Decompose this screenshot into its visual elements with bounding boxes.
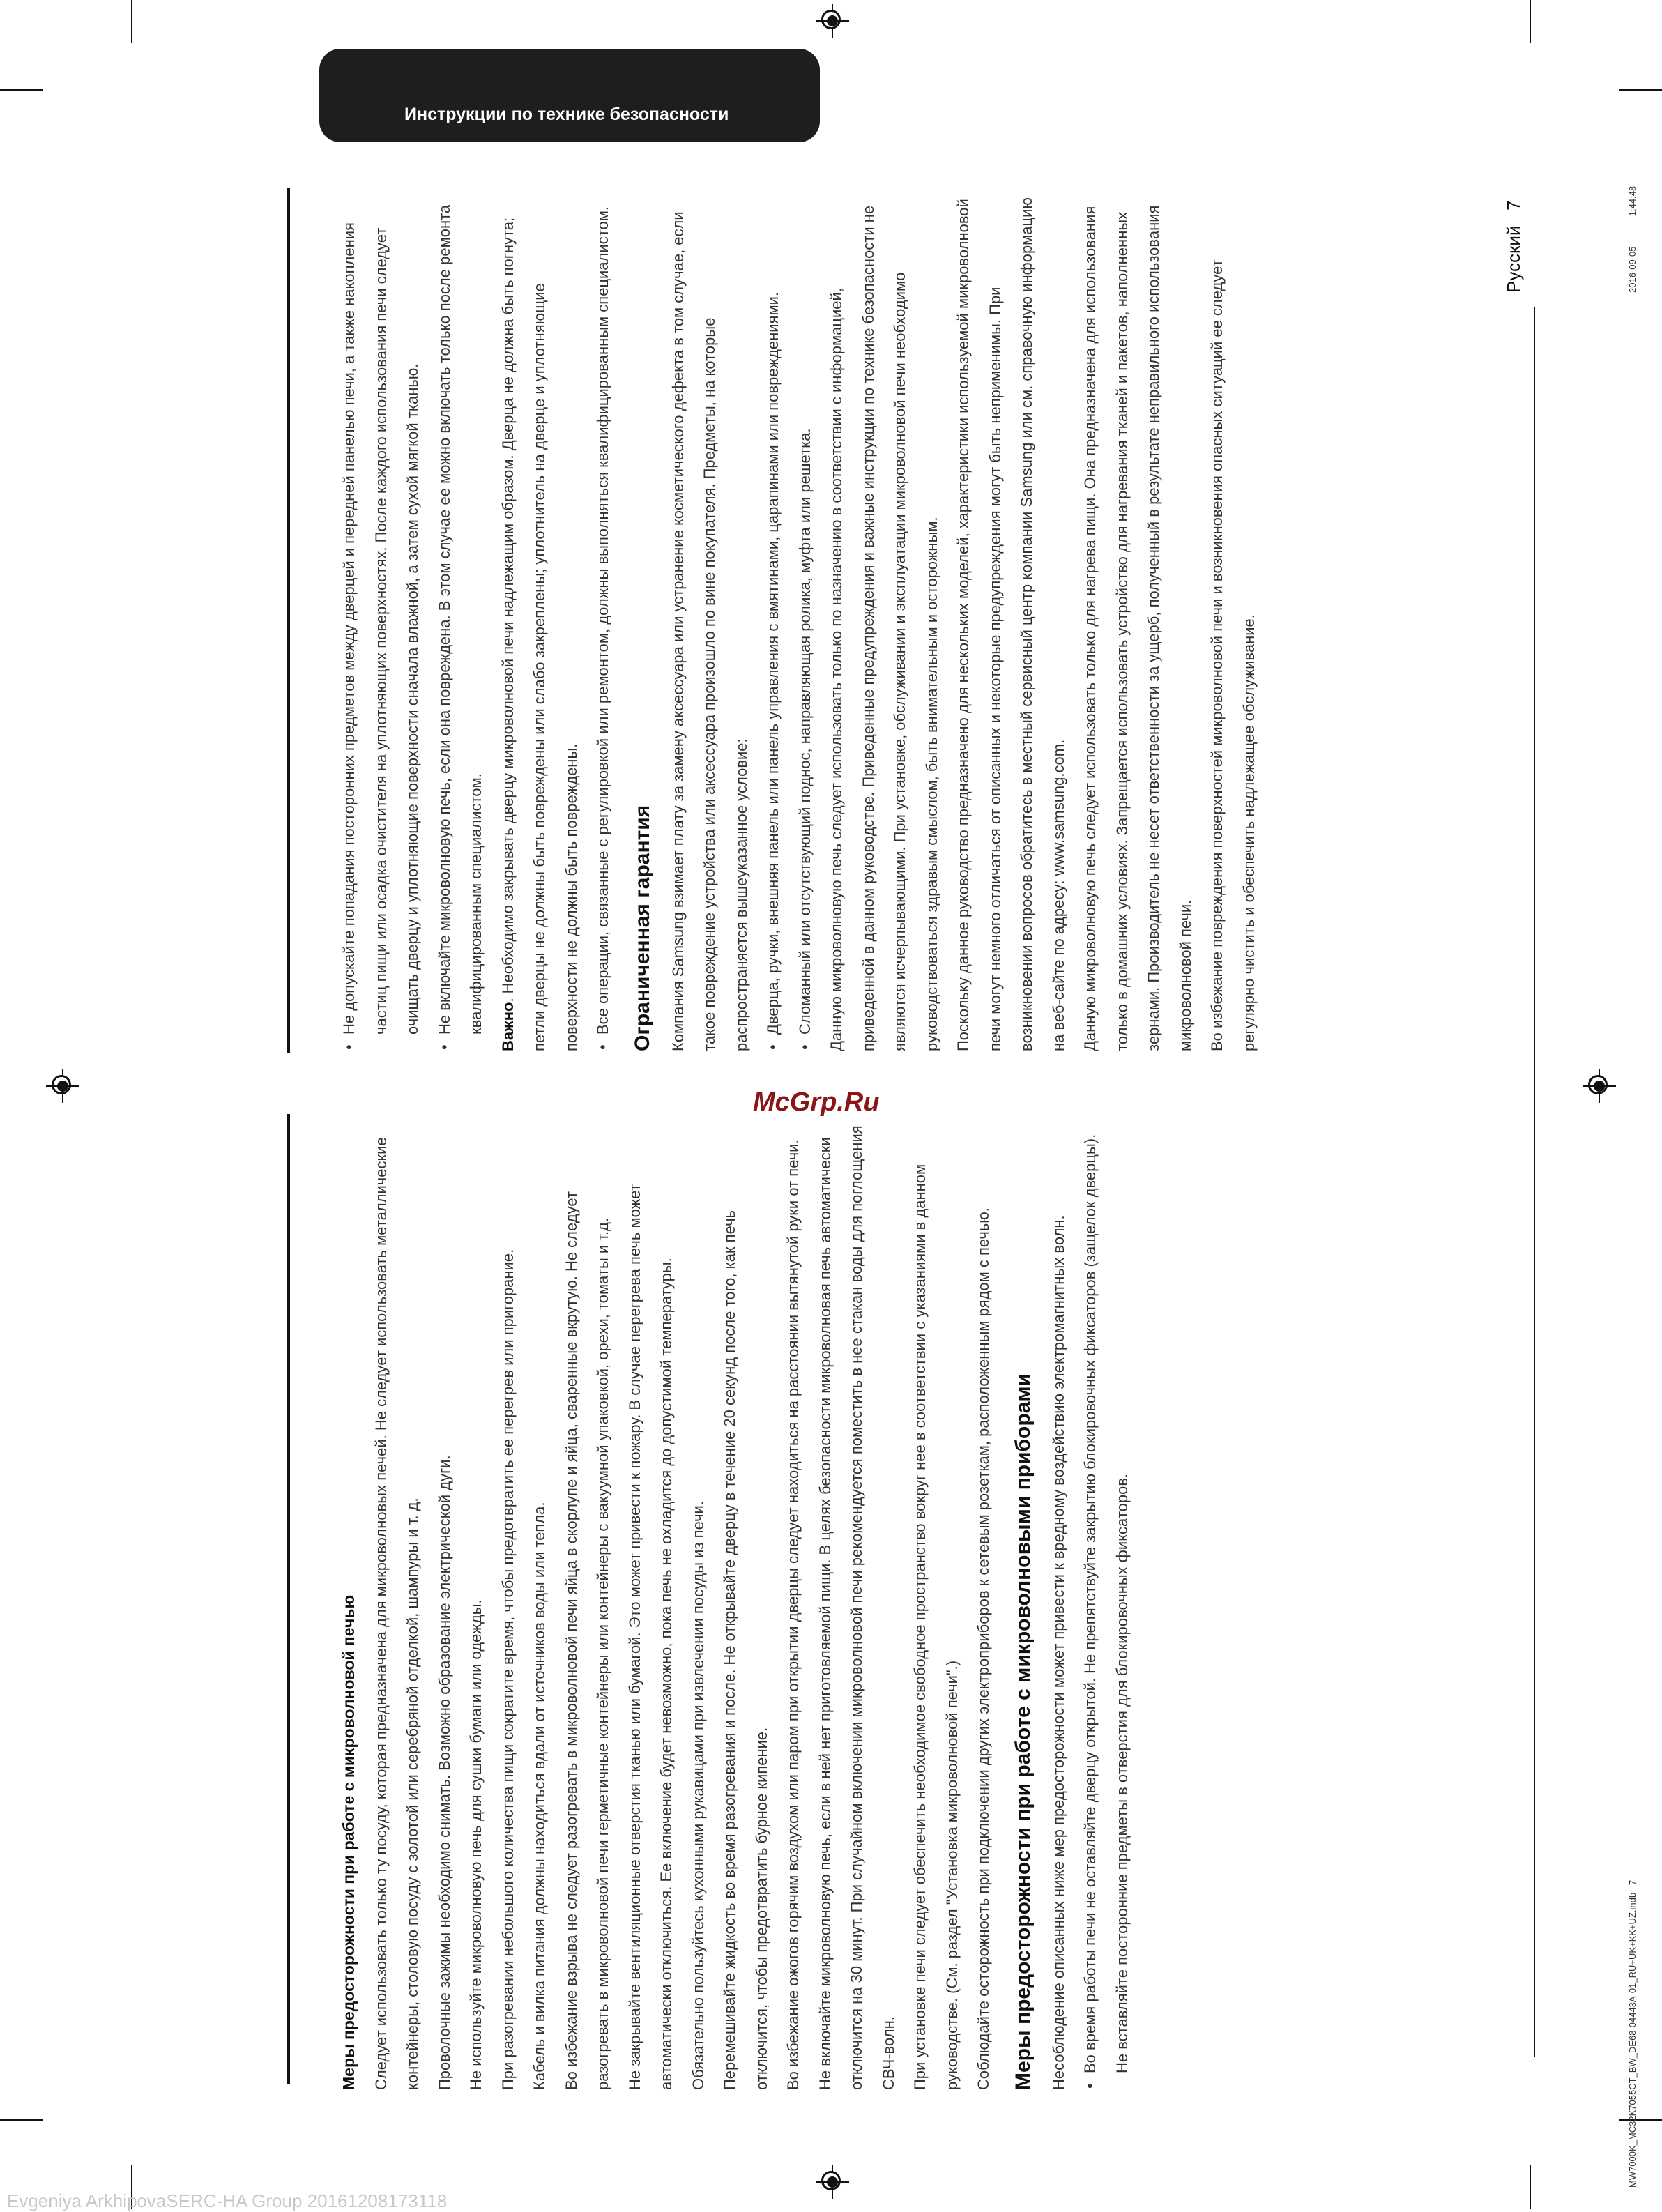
registration-mark-icon (1583, 1069, 1616, 1103)
print-time: 1:44:48 (1627, 185, 1638, 217)
paragraph: Не включайте микроволновую печь, если в ней нет приготовляемой пищи. В целях безопасности микроволновая печь автоматически отключится на 30 минут. При случайном включении микроволновой печи рекомендуется поместить в нее стакан воды для поглощения СВЧ-волн. (816, 1125, 897, 2090)
paragraph: При разогревании небольшого количества пищи сократите время, чтобы предотвратить ее перегрев или пригорание. (498, 1249, 517, 2090)
footer-user-stamp: Evgeniya ArkhipovaSERC-HA Group 20161208173118 (7, 2190, 448, 2211)
section-header-title: Инструкции по технике безопасности (404, 105, 729, 124)
crop-mark (131, 0, 132, 43)
paragraph: При установке печи следует обеспечить необходимое свободное пространство вокруг нее в соответствии с указаниями в данном руководстве. (См. раздел "Установка микроволновой печи".) (911, 1164, 961, 2090)
paragraph: Компания Samsung взимает плату за замену аксессуара или устранение косметического дефекта в том случае, если такое повреждение устройства или аксессуара произошло по вине покупателя. Предметы, на которые распространяется вышеуказанное условие: (669, 211, 750, 1051)
section-heading: Меры предосторожности при работе с микроволновой печью (340, 1594, 358, 2090)
bullet-item: • Во время работы печи не оставляйте дверцу открытой. Не препятствуйте закрытию блокировочных фиксаторов (защелок дверцы). Не вставляйте посторонние предметы в отверстия для блокировочных фиксаторов. (1074, 1122, 1138, 2090)
paragraph: Данную микроволновую печь следует использовать только по назначению в соответствии с информацией, приведенной в данном руководстве. Приведенные предупреждения и важные инструкции по технике безопасности не являются исчерпывающими. При установке, обслуживании и эксплуатации микроволновой печи необходимо руководствоваться здравым смыслом, быть внимательным и осторожным. (828, 205, 940, 1051)
page-number: 7 (1503, 200, 1524, 211)
crop-mark (0, 2119, 43, 2121)
footer-timestamp (1627, 186, 1638, 293)
crop-mark (1619, 89, 1662, 91)
bullet-item: • Не включайте микроволновую печь, если она повреждена. В этом случае ее можно включать только после ремонта квалифицированным специалистом. (429, 194, 492, 1051)
bullet-item: • Дверца, ручки, внешняя панель или панель управления с вмятинами, царапинами или повреждениями. (757, 194, 789, 1051)
section-divider (287, 188, 290, 1053)
footer-rule (1534, 307, 1535, 2057)
paragraph: Следует использовать только ту посуду, которая предназначена для микроволновых печей. Не следует использовать металлические контейнеры, столовую посуду с золотой или серебряной отделкой, шампуры и т. д. (372, 1137, 421, 2090)
registration-mark-icon (816, 4, 849, 38)
paragraph: Во избежание ожогов горячим воздухом или паром при открытии дверцы следует находиться на расстоянии вытянутой руки от печи. (784, 1139, 802, 2090)
watermark: McGrp.Ru (753, 1088, 880, 1117)
important-text: . Необходимо закрывать дверцу микроволновой печи надлежащим образом. Дверца не должна быть погнута; петли дверцы не должны быть повреждены или слабо закреплены; уплотнитель на дверце и уплотняющие поверхности не должны быть повреждены. (498, 217, 580, 1051)
file-name: MW7000K_MC32K7055CT_BW_DE68-04443A-01_RU+UK+KK+UZ.indb (1627, 1892, 1638, 2188)
section-heading: Меры предосторожности при работе с микроволновыми приборами (1011, 1373, 1035, 2090)
footer-language (1503, 200, 1525, 293)
registration-mark-icon (46, 1069, 79, 1103)
paragraph: Не закрывайте вентиляционные отверстия тканью или бумагой. Это может привести к пожару. В случае перегрева печь может автоматически отключиться. Ее включение будет невозможно, пока печь не охладится до допустимой температуры. (625, 1184, 675, 2090)
crop-mark (1530, 0, 1531, 43)
paragraph: Во избежание взрыва не следует разогревать в микроволновой печи яйца в скорлупе и яйца, сваренные вкрутую. Не следует разогревать в микроволновой печи герметичные контейнеры или контейнеры с вакуумной упаковкой, орехи, томаты и т.д. (562, 1191, 611, 2090)
registration-mark-icon (816, 2165, 849, 2199)
paragraph (492, 194, 588, 1051)
section-heading: Ограниченная гарантия (630, 804, 654, 1051)
language-label: Русский (1503, 225, 1524, 293)
section-divider (287, 1114, 290, 2084)
crop-mark (1530, 2165, 1531, 2209)
column-1 (333, 1122, 1138, 2090)
paragraph: Обязательно пользуйтесь кухонными рукавицами при извлечении посуды из печи. (689, 1501, 707, 2090)
paragraph: Поскольку данное руководство предназначено для нескольких моделей, характеристики используемой микроволновой печи могут немного отличаться от описанных и некоторые предупреждения могут быть неприменимы. При возникновении вопросов обратитесь в местный сервисный центр компании Samsung или см. справочную информацию на веб-сайте по адресу: www.samsung.com. (954, 197, 1067, 1051)
paragraph: Проволочные зажимы необходимо снимать. Возможно образование электрической дуги. (435, 1455, 453, 2090)
paragraph: Не используйте микроволновую печь для сушки бумаги или одежды. (467, 1599, 485, 2090)
bullet-item: • Все операции, связанные с регулировкой или ремонтом, должны выполняться квалифицированным специалистом. (587, 194, 619, 1051)
paragraph: Данную микроволновую печь следует использовать только для нагрева пищи. Она предназначена для использования только в домашних условиях. Запрещается использовать устройство для нагревания тканей и пакетов, наполненных зернами. Производитель не несет ответственности за ущерб, полученный в результате неправильного использования микроволновой печи. (1081, 205, 1194, 1051)
paragraph: Кабель и вилка питания должны находиться вдали от источников воды или тепла. (531, 1502, 548, 2090)
paragraph: Перемешивайте жидкость во время разогревания и после. Не открывайте дверцу в течение 20 секунд после того, как печь отключится, чтобы предотвратить бурное кипение. (721, 1210, 770, 2090)
bullet-item: • Сломанный или отсутствующий поднос, направляющая ролика, муфта или решетка. (789, 194, 821, 1051)
footer-file (1627, 1880, 1638, 2188)
paragraph: Во избежание повреждения поверхностей микроволновой печи и возникновения опасных ситуаций ее следует регулярно чистить и обеспечить надлежащее обслуживание. (1208, 259, 1258, 1051)
section-header-tab (319, 49, 820, 142)
print-date: 2016-09-05 (1627, 246, 1638, 293)
paragraph: Несоблюдение описанных ниже мер предосторожности может привести к вредному воздействию электромагнитных волн. (1049, 1215, 1067, 2090)
bullet-item: • Не допускайте попадания посторонних предметов между дверцей и передней панелью печи, а также накопления частиц пищи или осадка очистителя на уплотняющих поверхностях. После каждого использования печи следует очищать дверцу и уплотняющие поверхности сначала влажной, а затем сухой мягкой тканью. (333, 194, 429, 1051)
column-2 (333, 194, 1265, 1051)
crop-mark (0, 89, 43, 91)
paragraph: Соблюдайте осторожность при подключении других электроприборов к сетевым розеткам, расположенным рядом с печью. (975, 1207, 992, 2090)
important-label: Важно (498, 1002, 517, 1051)
crop-mark (1619, 2119, 1662, 2121)
file-page: 7 (1627, 1879, 1638, 1886)
